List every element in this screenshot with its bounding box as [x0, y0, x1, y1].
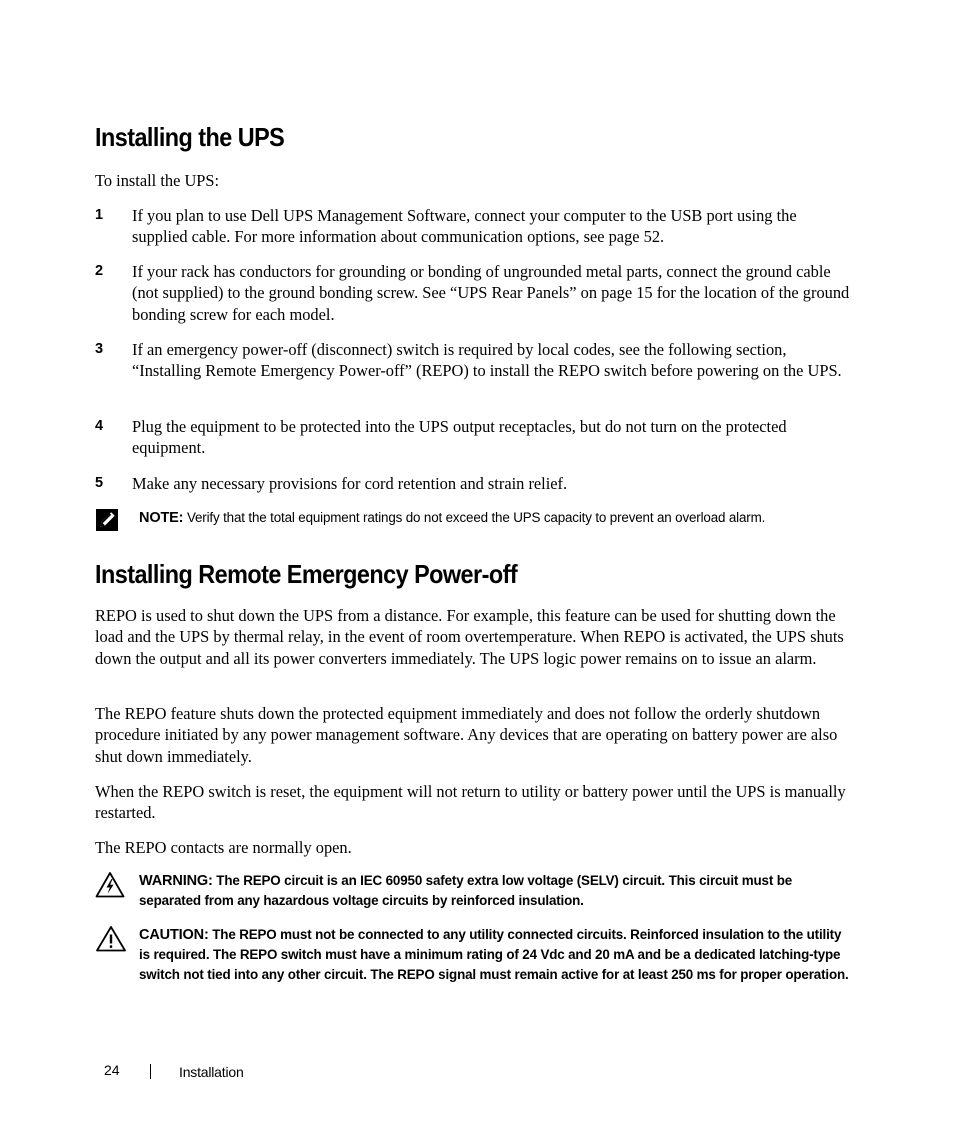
- page-number: 24: [104, 1062, 120, 1078]
- paragraph: When the REPO switch is reset, the equipment will not return to utility or battery power until the UPS is manually restarted.: [95, 782, 846, 823]
- footer-section-label: Installation: [179, 1064, 244, 1080]
- caution-label: CAUTION:: [139, 927, 209, 943]
- step-number: 4: [95, 418, 104, 434]
- warning-label: WARNING:: [139, 873, 213, 889]
- warning-body: The REPO circuit is an IEC 60950 safety extra low voltage (SELV) circuit. This circuit must be separated from any hazardous voltage circuits by reinforced insulation.: [139, 873, 793, 909]
- caution-exclamation-icon: [95, 925, 127, 958]
- note-pencil-icon: [95, 508, 119, 537]
- step-number: 5: [95, 475, 104, 491]
- paragraph: The REPO contacts are normally open.: [95, 838, 352, 857]
- intro-text: To install the UPS:: [95, 171, 220, 190]
- note-body: Verify that the total equipment ratings do not exceed the UPS capacity to prevent an overload alarm.: [186, 510, 766, 525]
- section-title-installing-repo: Installing Remote Emergency Power-off: [95, 559, 518, 589]
- warning-lightning-icon: [95, 871, 125, 904]
- warning-text: [139, 871, 851, 911]
- caution-text: [139, 925, 851, 984]
- step-text: If you plan to use Dell UPS Management Software, connect your computer to the USB port using the supplied cable. For more information about communication options, see page 52.: [132, 206, 797, 247]
- note-text: [139, 508, 851, 528]
- caution-body: The REPO must not be connected to any utility connected circuits. Reinforced insulation to the utility is required. The REPO switch must have a minimum rating of 24 Vdc and 20 mA and be a dedicated latching-type switch not tied into any other circuit. The REPO signal must remain active for at least 250 ms for proper operation.: [139, 927, 849, 982]
- paragraph: The REPO feature shuts down the protected equipment immediately and does not follow the orderly shutdown procedure initiated by any power management software. Any devices that are operating on battery power are also shut down immediately.: [95, 704, 838, 766]
- step-number: 2: [95, 263, 104, 279]
- paragraph: REPO is used to shut down the UPS from a distance. For example, this feature can be used for shutting down the load and the UPS by thermal relay, in the event of room overtemperature. When REPO is activated, the UPS shuts down the output and all its power converters immediately. The UPS logic power remains on to issue an alarm.: [95, 606, 844, 668]
- step-number: 1: [95, 207, 104, 223]
- section-title-installing-ups: Installing the UPS: [95, 122, 285, 152]
- step-text: Make any necessary provisions for cord retention and strain relief.: [132, 474, 568, 493]
- footer-divider: [150, 1064, 151, 1079]
- step-text: If an emergency power-off (disconnect) switch is required by local codes, see the following section, “Installing Remote Emergency Power-off” (REPO) to install the REPO switch before powering on the UPS.: [132, 340, 842, 381]
- step-text: If your rack has conductors for grounding or bonding of ungrounded metal parts, connect the ground cable (not supplied) to the ground bonding screw. See “UPS Rear Panels” on page 15 for the location of the ground bonding screw for each model.: [132, 262, 850, 324]
- step-text: Plug the equipment to be protected into the UPS output receptacles, but do not turn on the protected equipment.: [132, 417, 787, 458]
- step-number: 3: [95, 341, 104, 357]
- note-label: NOTE:: [139, 510, 184, 526]
